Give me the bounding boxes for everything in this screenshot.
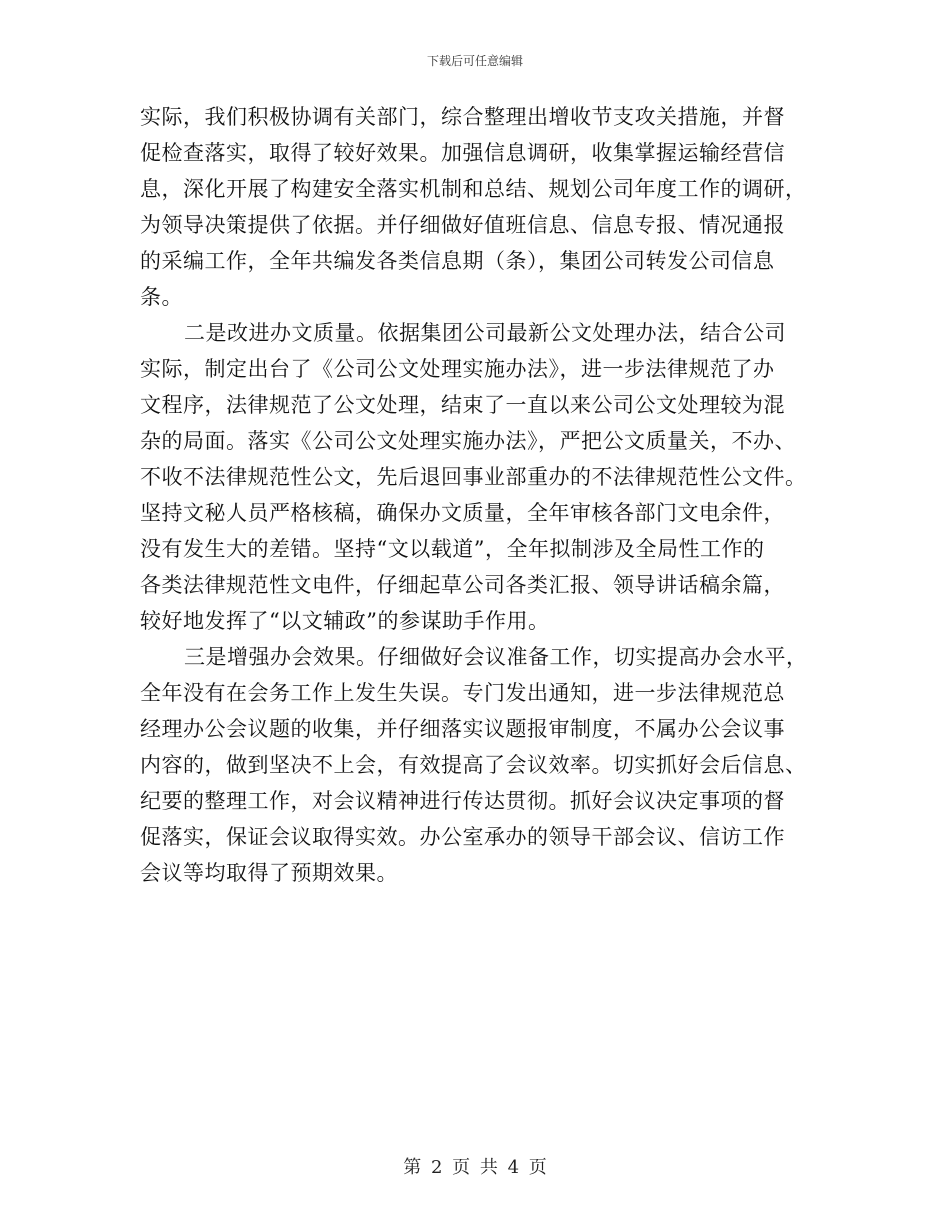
text-line: 内容的，做到坚决不上会，有效提高了会议效率。切实抓好会后信息、 [140, 753, 807, 777]
document-body [140, 99, 820, 891]
text-line: 条。 [140, 285, 183, 309]
text-line: 坚持文秘人员严格核稿，确保办文质量，全年审核各部门文电余件， [140, 501, 785, 525]
text-line: 没有发生大的差错。坚持“文以载道”，全年拟制涉及全局性工作的 [140, 537, 765, 561]
text-line: 杂的局面。落实《公司公文处理实施办法》，严把公文质量关，不办、 [140, 429, 796, 453]
text-line: 实际，我们积极协调有关部门，综合整理出增收节支攻关措施，并督 [140, 105, 785, 129]
text-line: 二是改进办文质量。依据集团公司最新公文处理办法，结合公司 [184, 321, 786, 345]
text-line: 实际，制定出台了《公司公文处理实施办法》，进一步法律规范了办 [140, 357, 775, 381]
text-line: 为领导决策提供了依据。并仔细做好值班信息、信息专报、情况通报 [140, 213, 785, 237]
text-line: 会议等均取得了预期效果。 [140, 861, 398, 885]
text-line: 全年没有在会务工作上发生失误。专门发出通知，进一步法律规范总 [140, 681, 785, 705]
paragraph-3 [140, 639, 820, 891]
text-line: 不收不法律规范性公文，先后退回事业部重办的不法律规范性公文件。 [140, 465, 807, 489]
page-footer: 第 2 页 共 4 页 [403, 1157, 547, 1178]
text-line: 经理办公会议题的收集，并仔细落实议题报审制度，不属办公会议事 [140, 717, 785, 741]
text-line: 促检查落实，取得了较好效果。加强信息调研，收集掌握运输经营信 [140, 141, 785, 165]
text-line: 文程序，法律规范了公文处理，结束了一直以来公司公文处理较为混 [140, 393, 785, 417]
paragraph-1 [140, 99, 820, 315]
text-line: 促落实，保证会议取得实效。办公室承办的领导干部会议、信访工作 [140, 825, 785, 849]
text-line: 纪要的整理工作，对会议精神进行传达贯彻。抓好会议决定事项的督 [140, 789, 785, 813]
text-line: 息，深化开展了构建安全落实机制和总结、规划公司年度工作的调研， [140, 177, 807, 201]
text-line: 的采编工作，全年共编发各类信息期（条），集团公司转发公司信息 [140, 249, 775, 273]
text-line: 较好地发挥了“以文辅政”的参谋助手作用。 [140, 609, 550, 633]
text-line: 各类法律规范性文电件，仔细起草公司各类汇报、领导讲话稿余篇， [140, 573, 785, 597]
paragraph-2 [140, 315, 820, 639]
text-line: 三是增强办会效果。仔细做好会议准备工作，切实提高办会水平， [184, 645, 808, 669]
page-header: 下载后可任意编辑 [426, 54, 523, 68]
